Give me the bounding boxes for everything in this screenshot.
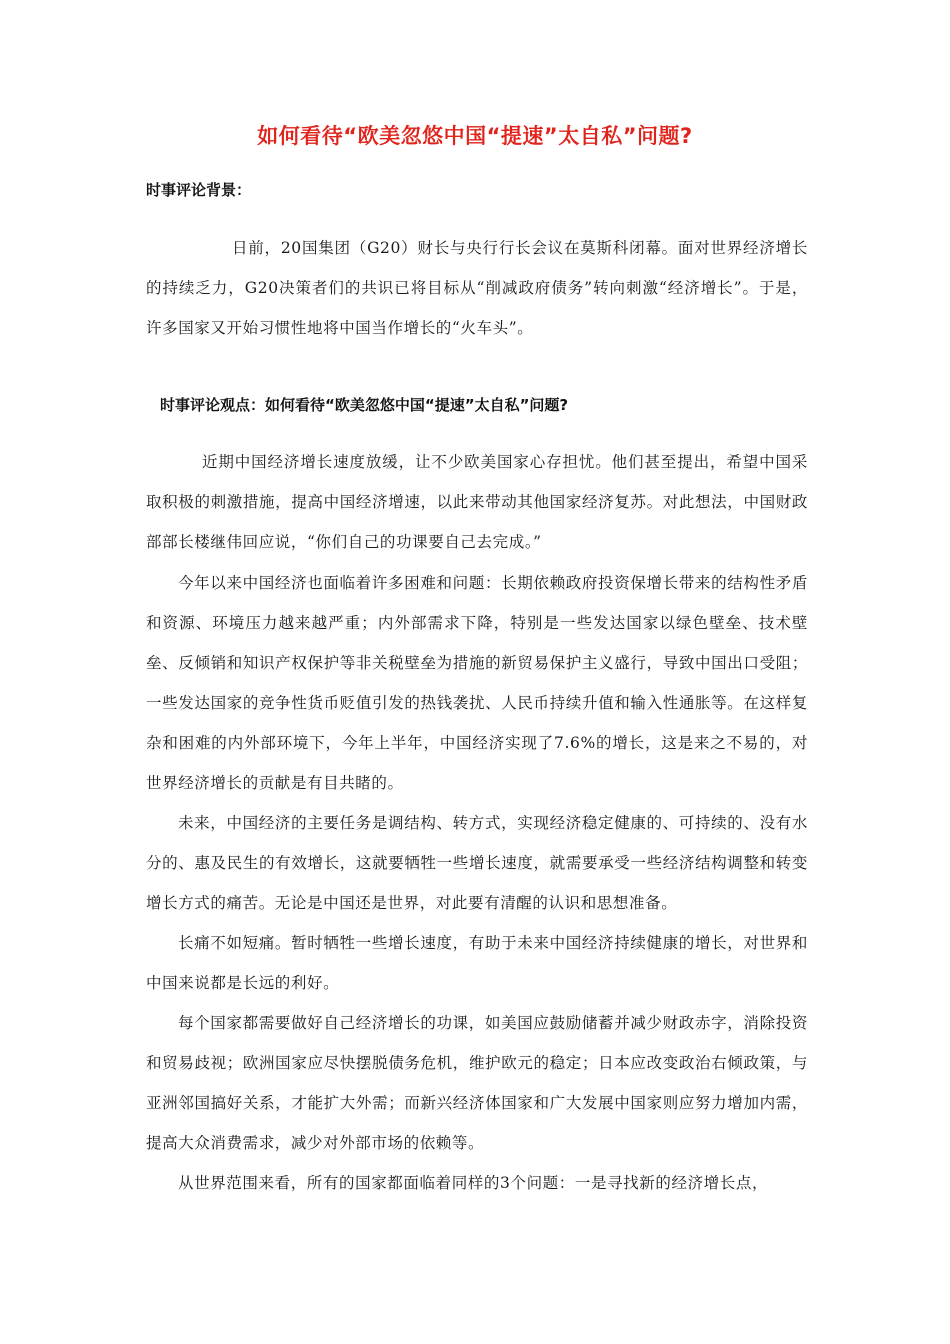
body-paragraph-5: 每个国家都需要做好自己经济增长的功课，如美国应鼓励储蓄并减少财政赤字，消除投资和贸易歧视；欧洲国家应尽快摆脱债务危机，维护欧元的稳定；日本应改变政治右倾政策，与亚洲邻国搞好关系，才能扩大外需；而新兴经济体国家和广大发展中国家则应努力增加内需，提高大众消费需求，减少对外部市场的依赖等。 xyxy=(146,1014,808,1152)
body-paragraph-2: 今年以来中国经济也面临着许多困难和问题：长期依赖政府投资保增长带来的结构性矛盾和资源、环境压力越来越严重；内外部需求下降，特别是一些发达国家以绿色壁垒、技术壁垒、反倾销和知识产权保护等非关税壁垒为措施的新贸易保护主义盛行，导致中国出口受阻；一些发达国家的竞争性货币贬值引发的热钱袭扰、人民币持续升值和输入性通胀等。在这样复杂和困难的内外部环境下，今年上半年，中国经济实现了7.6%的增长，这是来之不易的，对世界经济增长的贡献是有目共睹的。 xyxy=(146,574,808,792)
document-title: 如何看待“欧美忽悠中国“提速”太自私”问题? xyxy=(257,124,693,148)
background-paragraph: 日前，20国集团（G20）财长与央行行长会议在莫斯科闭幕。面对世界经济增长的持续乏力，G20决策者们的共识已将目标从“削减政府债务”转向刺激“经济增长”。于是，许多国家又开始习惯性地将中国当作增长的“火车头”。 xyxy=(146,239,808,337)
body-paragraph-1: 近期中国经济增长速度放缓，让不少欧美国家心存担忧。他们甚至提出，希望中国采取积极的刺激措施，提高中国经济增速，以此来带动其他国家经济复苏。对此想法，中国财政部部长楼继伟回应说，“你们自己的功课要自己去完成。” xyxy=(146,453,808,551)
body-paragraph-4: 长痛不如短痛。暂时牺牲一些增长速度，有助于未来中国经济持续健康的增长，对世界和中国来说都是长远的利好。 xyxy=(146,934,808,992)
body-paragraph-6: 从世界范围来看，所有的国家都面临着同样的3个问题：一是寻找新的经济增长点， xyxy=(178,1174,769,1192)
background-heading: 时事评论背景： xyxy=(146,181,252,199)
viewpoint-heading: 时事评论观点：如何看待“欧美忽悠中国“提速”太自私”问题? xyxy=(160,396,569,414)
body-paragraph-3: 未来，中国经济的主要任务是调结构、转方式，实现经济稳定健康的、可持续的、没有水分的、惠及民生的有效增长，这就要牺牲一些增长速度，就需要承受一些经济结构调整和转变增长方式的痛苦。无论是中国还是世界，对此要有清醒的认识和思想准备。 xyxy=(146,814,808,912)
